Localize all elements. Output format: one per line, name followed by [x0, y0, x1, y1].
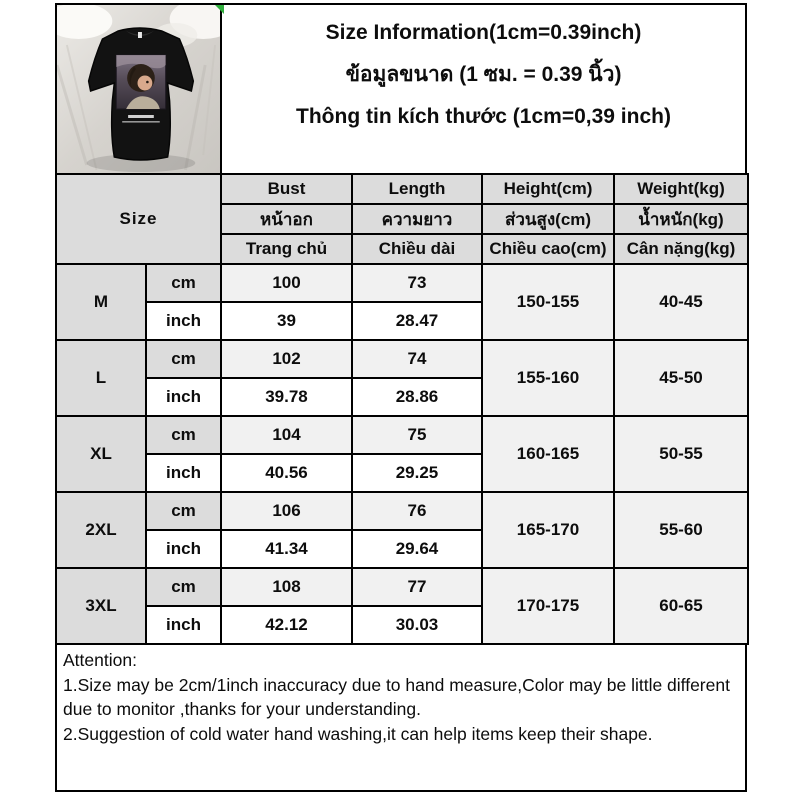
- chart-frame: [55, 3, 747, 792]
- unit-label: cm: [146, 568, 221, 606]
- title-block: [222, 5, 745, 173]
- value-length-cm: 75: [352, 416, 482, 454]
- value-height: 170-175: [482, 568, 614, 644]
- value-bust-cm: 104: [221, 416, 352, 454]
- title-english: Size Information(1cm=0.39inch): [325, 21, 642, 44]
- value-length-inch: 29.25: [352, 454, 482, 492]
- header-weight-vi: Cân nặng(kg): [614, 234, 748, 264]
- value-weight: 50-55: [614, 416, 748, 492]
- header-bust-th: หน้าอก: [221, 204, 352, 234]
- value-bust-cm: 100: [221, 264, 352, 302]
- value-length-inch: 30.03: [352, 606, 482, 644]
- value-length-cm: 77: [352, 568, 482, 606]
- table-row: [56, 416, 748, 454]
- product-photo: [57, 5, 222, 173]
- value-length-inch: 29.64: [352, 530, 482, 568]
- unit-label: inch: [146, 378, 221, 416]
- value-weight: 55-60: [614, 492, 748, 568]
- value-bust-inch: 42.12: [221, 606, 352, 644]
- header-weight-en: Weight(kg): [614, 174, 748, 204]
- title-vietnamese: Thông tin kích thước (1cm=0,39 inch): [296, 105, 671, 128]
- size-header-cell: Size: [56, 174, 221, 264]
- header-height-th: ส่วนสูง(cm): [482, 204, 614, 234]
- value-bust-inch: 40.56: [221, 454, 352, 492]
- value-weight: 60-65: [614, 568, 748, 644]
- header-height-en: Height(cm): [482, 174, 614, 204]
- top-section: [55, 3, 747, 173]
- value-weight: 45-50: [614, 340, 748, 416]
- size-label-l: L: [56, 340, 146, 416]
- value-weight: 40-45: [614, 264, 748, 340]
- title-thai: ข้อมูลขนาด (1 ซม. = 0.39 นิ้ว): [345, 63, 622, 86]
- tshirt-photo-illustration: [57, 5, 220, 173]
- size-table: [55, 173, 749, 645]
- attention-line-2: 2.Suggestion of cold water hand washing,it can help items keep their shape.: [63, 723, 653, 744]
- table-row: [56, 340, 748, 378]
- unit-label: inch: [146, 454, 221, 492]
- value-height: 150-155: [482, 264, 614, 340]
- unit-label: inch: [146, 530, 221, 568]
- unit-label: cm: [146, 264, 221, 302]
- unit-label: inch: [146, 302, 221, 340]
- header-length-th: ความยาว: [352, 204, 482, 234]
- value-length-inch: 28.86: [352, 378, 482, 416]
- table-row: [56, 568, 748, 606]
- value-bust-cm: 102: [221, 340, 352, 378]
- header-bust-en: Bust: [221, 174, 352, 204]
- green-corner-marker: [215, 5, 224, 14]
- unit-label: inch: [146, 606, 221, 644]
- attention-heading: Attention:: [63, 650, 137, 670]
- header-weight-th: น้ำหนัก(kg): [614, 204, 748, 234]
- value-height: 155-160: [482, 340, 614, 416]
- unit-label: cm: [146, 416, 221, 454]
- header-height-vi: Chiều cao(cm): [482, 234, 614, 264]
- size-label-xl: XL: [56, 416, 146, 492]
- value-length-cm: 73: [352, 264, 482, 302]
- value-bust-inch: 39: [221, 302, 352, 340]
- attention-line-1: 1.Size may be 2cm/1inch inaccuracy due to hand measure,Color may be little different due to monitor ,thanks for your understanding.: [63, 674, 730, 719]
- size-label-2xl: 2XL: [56, 492, 146, 568]
- value-bust-inch: 39.78: [221, 378, 352, 416]
- header-length-vi: Chiều dài: [352, 234, 482, 264]
- value-length-cm: 74: [352, 340, 482, 378]
- unit-label: cm: [146, 492, 221, 530]
- size-label-m: M: [56, 264, 146, 340]
- value-bust-cm: 106: [221, 492, 352, 530]
- value-length-inch: 28.47: [352, 302, 482, 340]
- value-height: 160-165: [482, 416, 614, 492]
- unit-label: cm: [146, 340, 221, 378]
- value-bust-inch: 41.34: [221, 530, 352, 568]
- value-length-cm: 76: [352, 492, 482, 530]
- table-row: [56, 492, 748, 530]
- value-height: 165-170: [482, 492, 614, 568]
- attention-notes: [55, 645, 747, 792]
- header-bust-vi: Trang chủ: [221, 234, 352, 264]
- table-row: [56, 264, 748, 302]
- header-length-en: Length: [352, 174, 482, 204]
- size-label-3xl: 3XL: [56, 568, 146, 644]
- value-bust-cm: 108: [221, 568, 352, 606]
